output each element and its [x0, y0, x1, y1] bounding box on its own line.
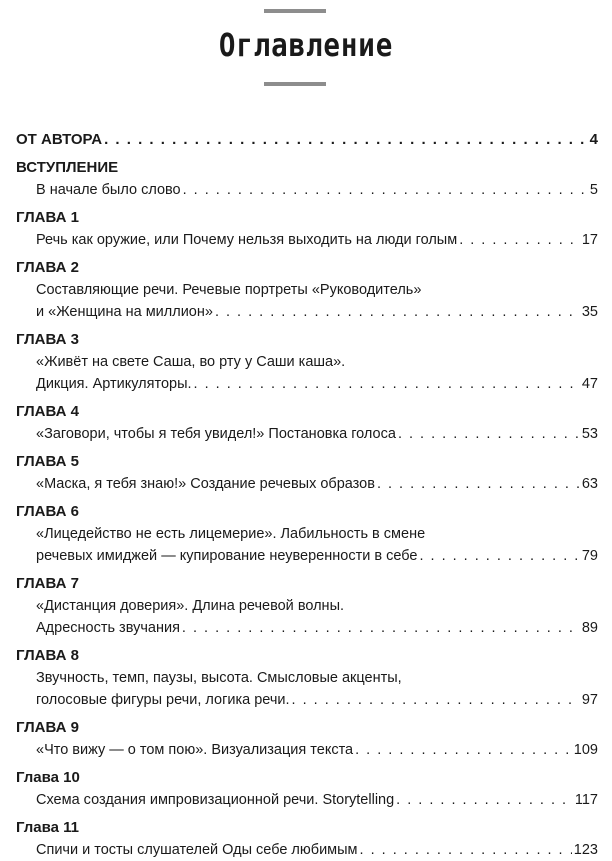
- toc-entry[interactable]: [16, 839, 598, 861]
- toc-section: [16, 207, 598, 251]
- toc-entry-text: Спичи и тосты слушателей Оды себе любимым: [36, 842, 358, 858]
- table-of-contents: [16, 129, 598, 861]
- toc-section: [16, 451, 598, 495]
- toc-entry-text: Составляющие речи. Речевые портреты «Руководитель»: [36, 282, 422, 298]
- page-number: 17: [581, 232, 598, 248]
- toc-section: [16, 329, 598, 395]
- toc-entry-text: «Что вижу — о том пою». Визуализация текста: [36, 742, 354, 758]
- toc-entry-text: Речь как оружие, или Почему нельзя выходить на люди голым: [36, 232, 458, 248]
- dot-leader: [183, 179, 588, 201]
- toc-entry[interactable]: [16, 689, 598, 711]
- toc-section: [16, 501, 598, 567]
- toc-entry-line: [16, 523, 598, 545]
- toc-heading: ГЛАВА 8: [16, 647, 79, 664]
- dot-leader: [396, 789, 573, 811]
- toc-entry-line: [16, 279, 598, 301]
- toc-heading: Глава 11: [16, 819, 80, 836]
- toc-entry[interactable]: [16, 617, 598, 639]
- page-number: 123: [573, 842, 598, 858]
- toc-section: [16, 767, 598, 811]
- toc-entry[interactable]: [16, 229, 598, 251]
- toc-section: [16, 717, 598, 761]
- toc-section: [16, 257, 598, 323]
- toc-heading: ГЛАВА 3: [16, 331, 79, 348]
- dot-leader: [355, 739, 572, 761]
- dot-leader: [104, 129, 588, 151]
- toc-section: [16, 157, 598, 201]
- toc-entry-text: «Маска, я тебя знаю!» Создание речевых образов: [36, 476, 375, 492]
- toc-entry-line: [16, 351, 598, 373]
- toc-entry[interactable]: [16, 301, 598, 323]
- toc-entry-line: [16, 595, 598, 617]
- toc-entry[interactable]: [16, 129, 598, 151]
- toc-entry[interactable]: [16, 789, 598, 811]
- toc-heading: Глава 10: [16, 769, 80, 786]
- page-number: 4: [589, 131, 598, 148]
- toc-entry[interactable]: [16, 473, 598, 495]
- toc-entry-text: «Лицедейство не есть лицемерие». Лабильность в смене: [36, 526, 426, 542]
- toc-heading: ГЛАВА 9: [16, 719, 79, 736]
- toc-heading: ГЛАВА 7: [16, 575, 79, 592]
- toc-entry[interactable]: [16, 423, 598, 445]
- toc-section: [16, 817, 598, 861]
- toc-heading: ГЛАВА 6: [16, 503, 79, 520]
- toc-entry-text: «Заговори, чтобы я тебя увидел!» Постановка голоса: [36, 426, 396, 442]
- page-number: 117: [574, 792, 598, 808]
- toc-section: [16, 401, 598, 445]
- top-decorative-rule: [264, 9, 326, 13]
- toc-entry-text: Звучность, темп, паузы, высота. Смысловые акценты,: [36, 670, 402, 686]
- toc-heading: ГЛАВА 4: [16, 403, 79, 420]
- toc-entry-text: и «Женщина на миллион»: [36, 304, 213, 320]
- page-number: 89: [581, 620, 598, 636]
- toc-entry-text: «Дистанция доверия». Длина речевой волны.: [36, 598, 345, 614]
- toc-entry[interactable]: [16, 373, 598, 395]
- toc-entry-text: Схема создания импровизационной речи. Storytelling: [36, 792, 395, 808]
- toc-entry-text: В начале было слово: [36, 182, 181, 198]
- dot-leader: [194, 373, 580, 395]
- toc-entry-text: «Живёт на свете Саша, во рту у Саши каша».: [36, 354, 346, 370]
- toc-entry-text: Дикция. Артикуляторы.: [36, 376, 192, 392]
- bottom-decorative-rule: [264, 82, 326, 86]
- toc-entry-text: голосовые фигуры речи, логика речи.: [36, 692, 290, 708]
- toc-heading: ГЛАВА 1: [16, 209, 79, 226]
- page-number: 47: [581, 376, 598, 392]
- dot-leader: [182, 617, 580, 639]
- page-number: 97: [581, 692, 598, 708]
- toc-heading: ВСТУПЛЕНИЕ: [16, 159, 119, 176]
- dot-leader: [459, 229, 580, 251]
- toc-section: [16, 645, 598, 711]
- toc-heading: ОТ АВТОРА: [16, 131, 103, 148]
- page-number: 53: [581, 426, 598, 442]
- dot-leader: [398, 423, 580, 445]
- page-number: 5: [589, 182, 598, 198]
- page-number: 109: [573, 742, 598, 758]
- toc-heading: ГЛАВА 2: [16, 259, 79, 276]
- page-number: 63: [581, 476, 598, 492]
- page-title: Оглавление: [218, 26, 394, 64]
- toc-entry[interactable]: [16, 739, 598, 761]
- dot-leader: [215, 301, 580, 323]
- page-number: 79: [581, 548, 598, 564]
- page-number: 35: [581, 304, 598, 320]
- dot-leader: [292, 689, 580, 711]
- toc-entry[interactable]: [16, 179, 598, 201]
- dot-leader: [377, 473, 580, 495]
- dot-leader: [360, 839, 572, 861]
- toc-entry-text: Адресность звучания: [36, 620, 180, 636]
- toc-section: [16, 573, 598, 639]
- toc-entry-line: [16, 667, 598, 689]
- toc-entry-text: речевых имиджей — купирование неуверенности в себе: [36, 548, 418, 564]
- toc-section: [16, 129, 598, 151]
- dot-leader: [419, 545, 579, 567]
- toc-entry[interactable]: [16, 545, 598, 567]
- toc-heading: ГЛАВА 5: [16, 453, 79, 470]
